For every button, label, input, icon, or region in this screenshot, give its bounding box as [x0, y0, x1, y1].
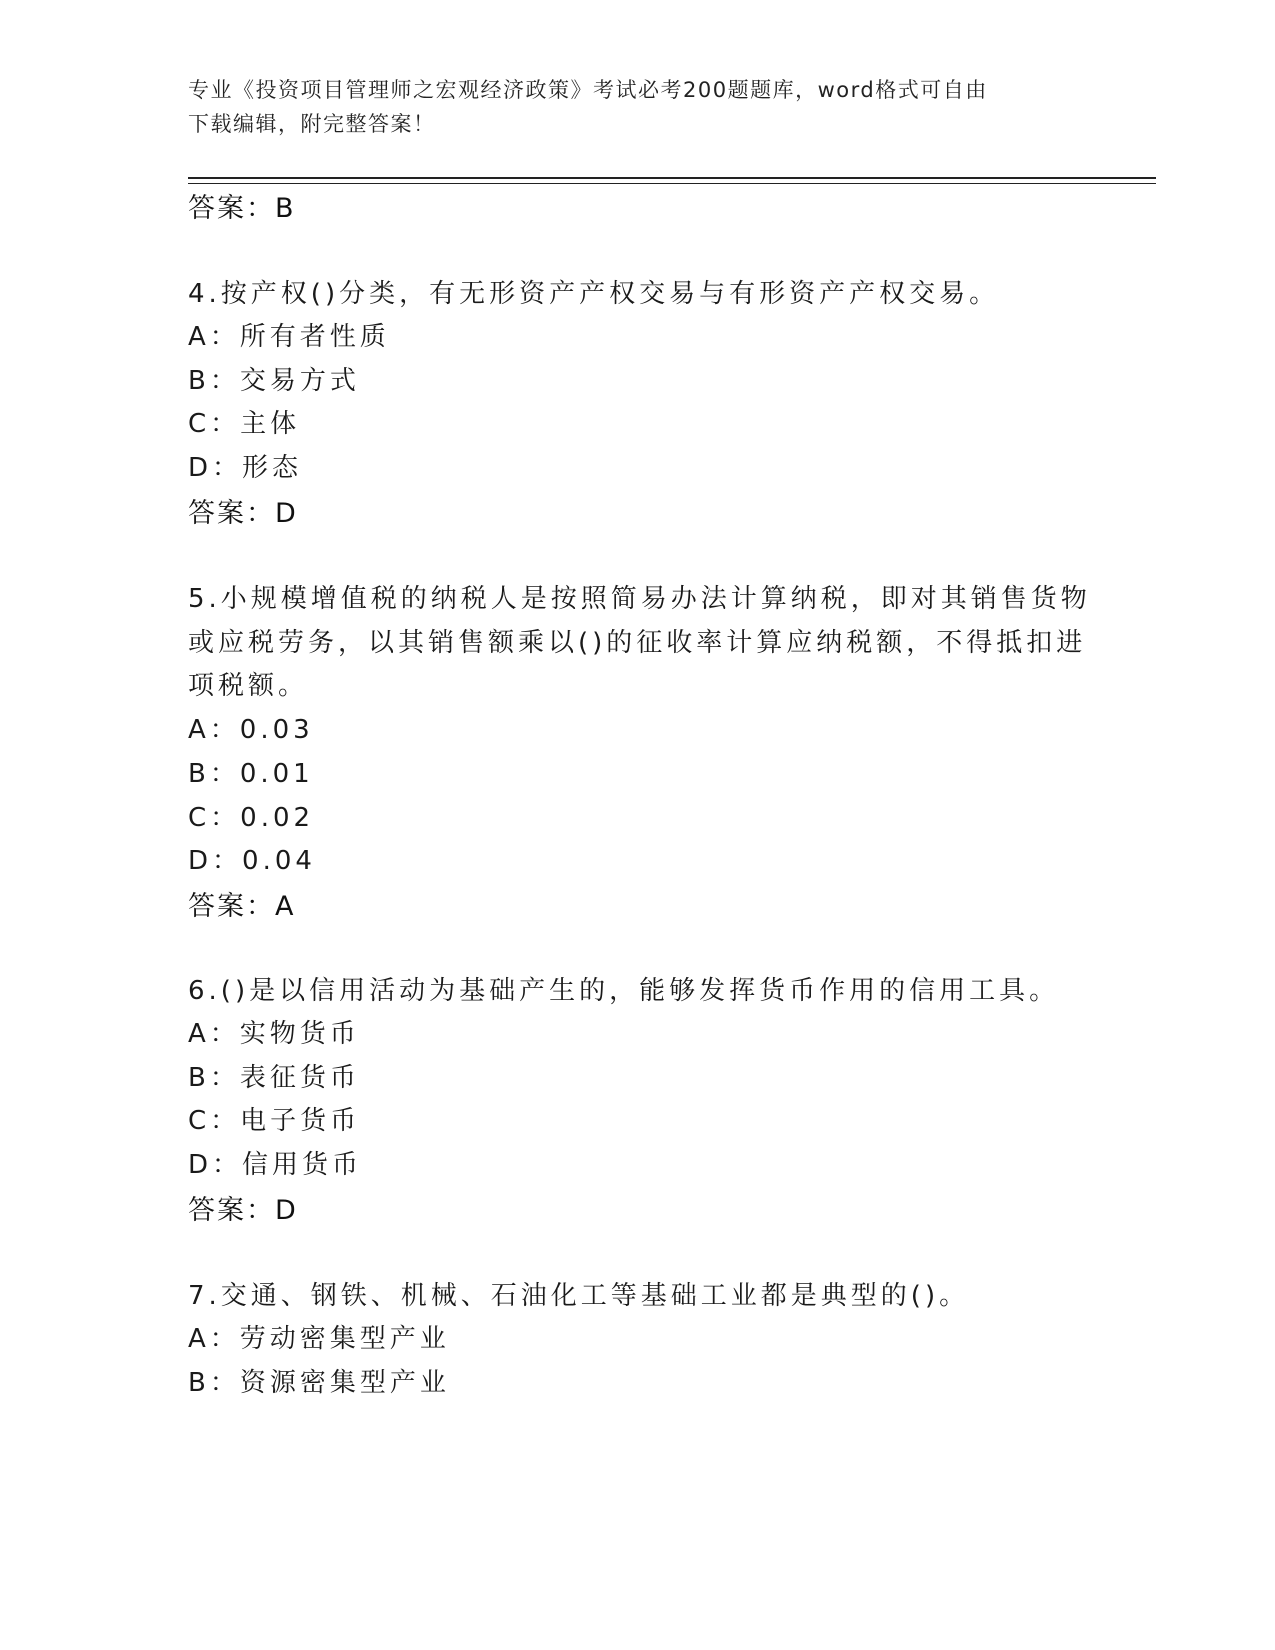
question-7-option-b: B：资源密集型产业	[188, 1368, 450, 1398]
question-5-answer: 答案：A	[188, 891, 296, 922]
question-6-option-b: B：表征货币	[188, 1063, 360, 1093]
header-divider-thin	[188, 183, 1156, 184]
question-6-answer: 答案：D	[188, 1195, 298, 1226]
question-6-stem: 6.()是以信用活动为基础产生的，能够发挥货币作用的信用工具。	[188, 976, 1060, 1006]
question-4-option-c: C：主体	[188, 409, 301, 439]
question-7-option-a: A：劳动密集型产业	[188, 1324, 450, 1354]
question-5-option-d: D：0.04	[188, 846, 316, 876]
question-5-stem-line-3: 项税额。	[188, 671, 309, 701]
question-6-option-d: D：信用货币	[188, 1150, 363, 1180]
header-line-1: 专业《投资项目管理师之宏观经济政策》考试必考200题题库，word格式可自由	[188, 78, 988, 102]
question-6-option-a: A：实物货币	[188, 1019, 360, 1049]
question-5-option-a: A：0.03	[188, 715, 314, 745]
question-4-option-d: D：形态	[188, 453, 303, 483]
header-divider-thick	[188, 177, 1156, 179]
document-header	[188, 73, 1068, 141]
question-5-option-b: B：0.01	[188, 759, 314, 789]
question-5-stem-line-2: 或应税劳务，以其销售额乘以()的征收率计算应纳税额，不得抵扣进	[188, 628, 1087, 658]
question-5-option-c: C：0.02	[188, 803, 315, 833]
previous-answer: 答案：B	[188, 193, 296, 224]
header-line-2: 下载编辑，附完整答案！	[188, 112, 436, 136]
question-7-stem: 7.交通、钢铁、机械、石油化工等基础工业都是典型的()。	[188, 1281, 970, 1311]
question-6-option-c: C：电子货币	[188, 1106, 361, 1136]
question-4-answer: 答案：D	[188, 498, 298, 529]
question-4-option-b: B：交易方式	[188, 366, 360, 396]
question-4-stem: 4.按产权()分类，有无形资产产权交易与有形资产产权交易。	[188, 279, 1000, 309]
question-4-option-a: A：所有者性质	[188, 322, 390, 352]
question-5-stem-line-1: 5.小规模增值税的纳税人是按照简易办法计算纳税，即对其销售货物	[188, 584, 1091, 614]
